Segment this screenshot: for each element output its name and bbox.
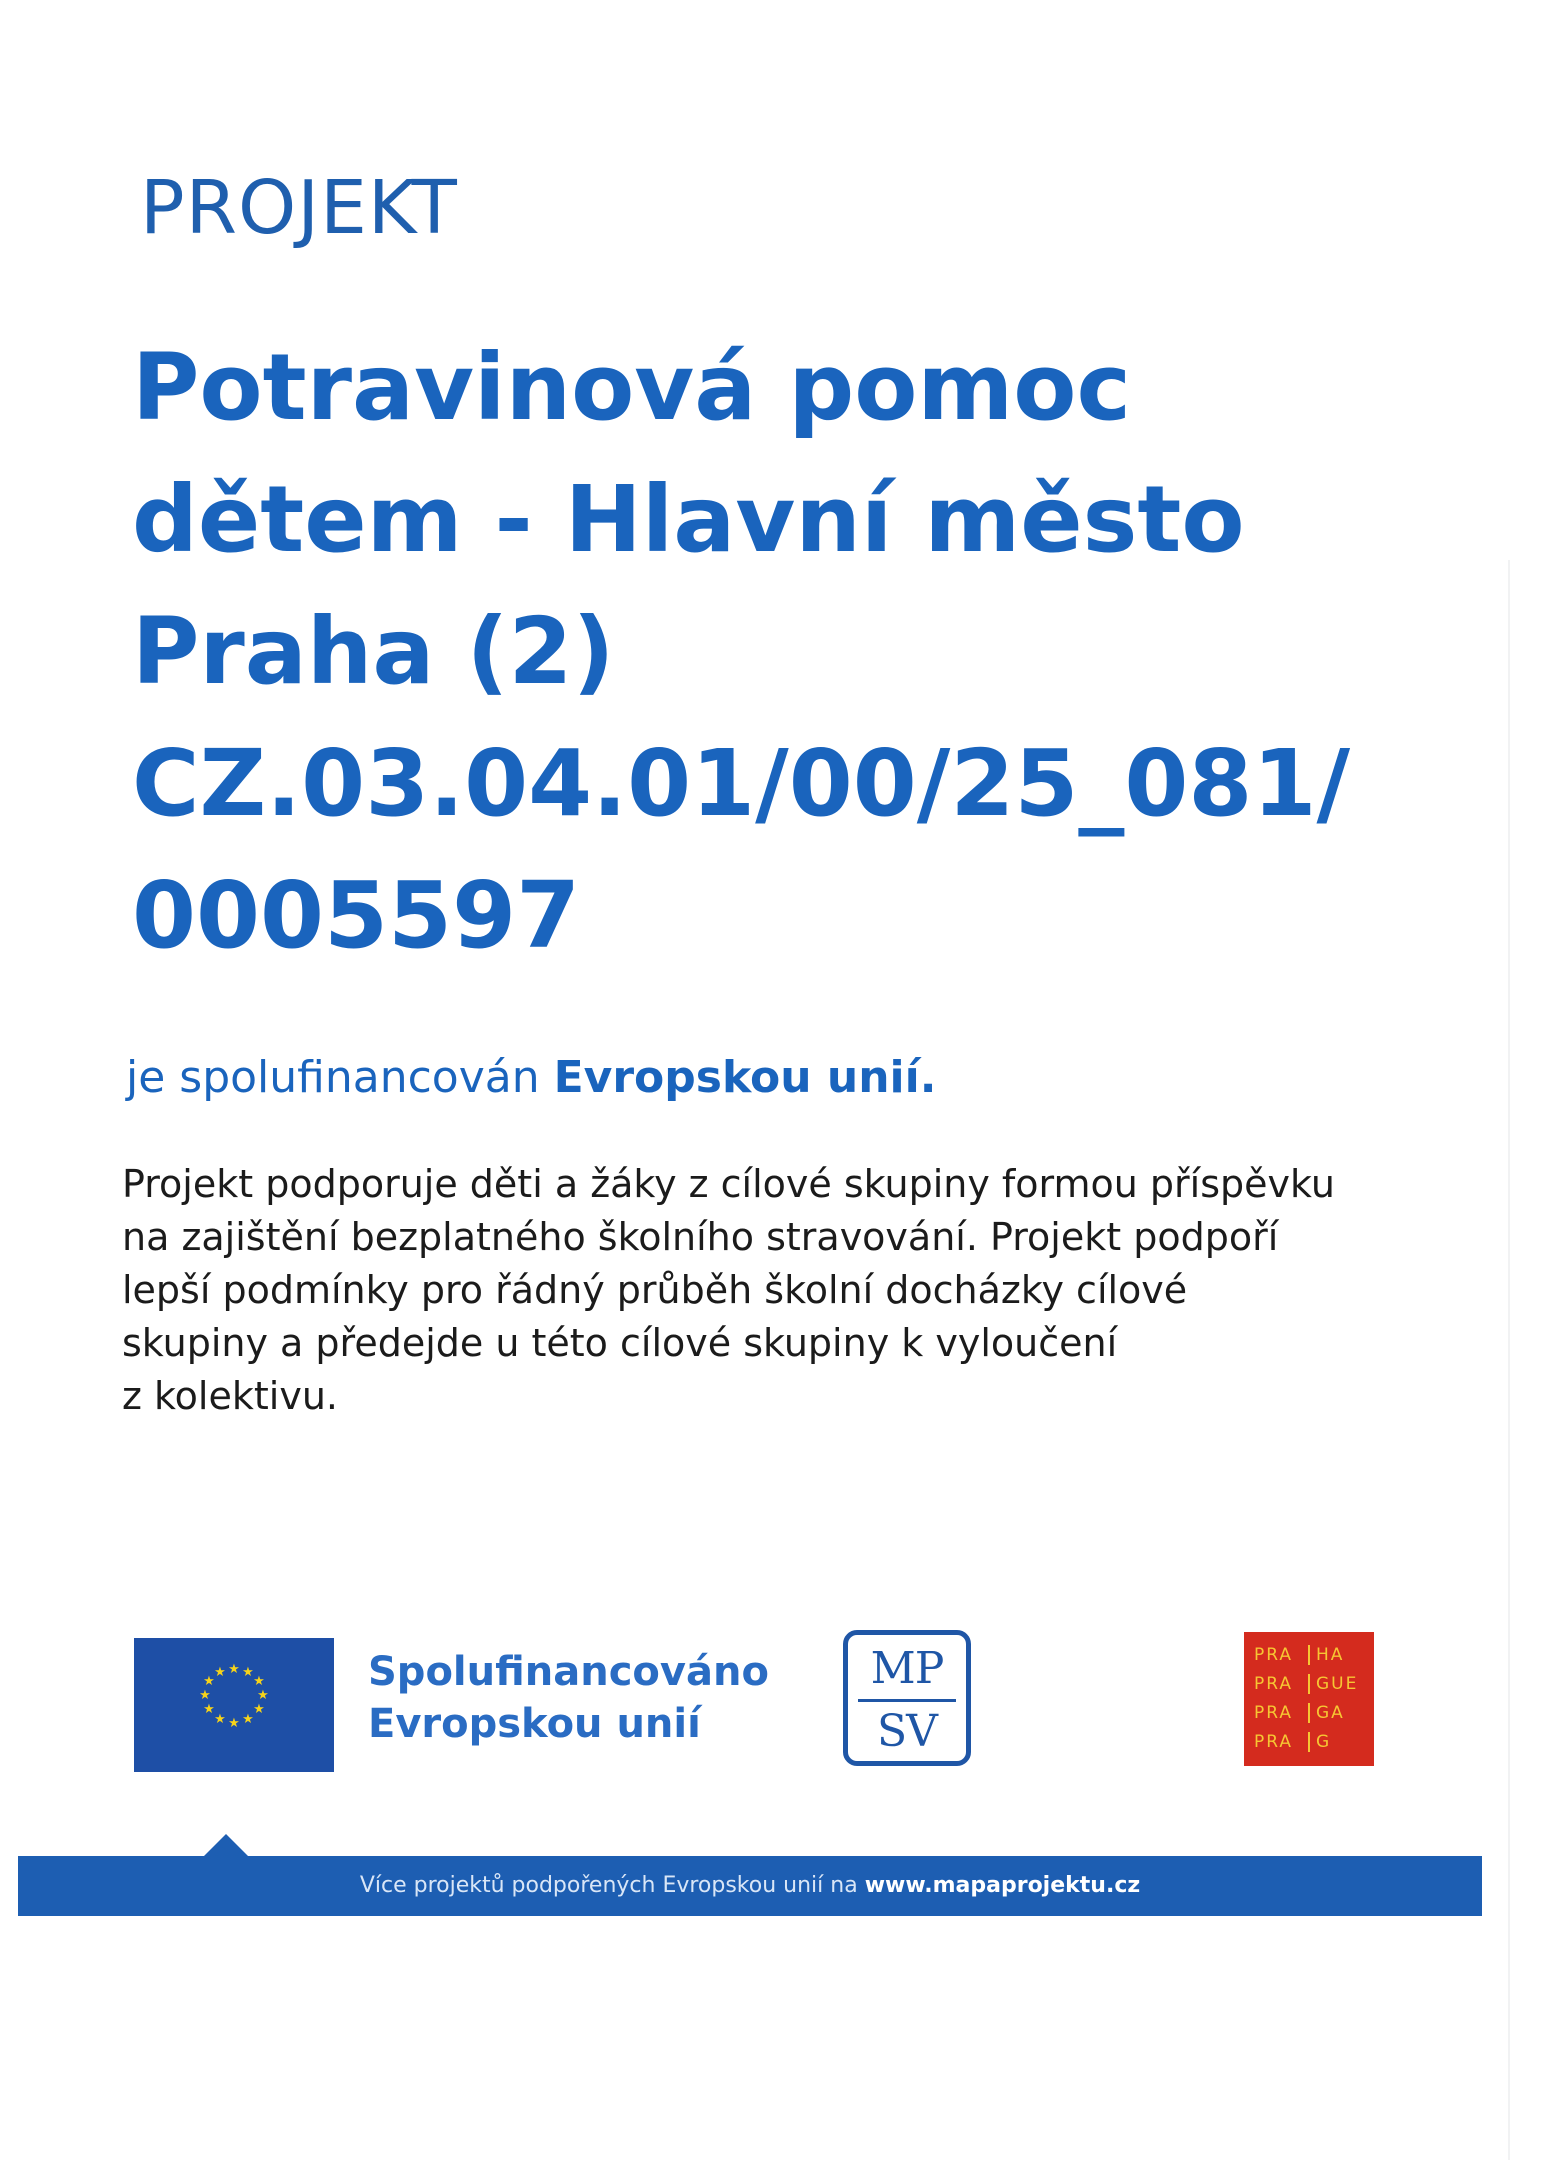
cofinanced-eu: Evropskou unií.	[553, 1052, 937, 1103]
svg-text:★: ★	[257, 1688, 269, 1703]
praha-logo-row	[1254, 1640, 1374, 1669]
svg-text:★: ★	[228, 1716, 240, 1731]
svg-text:★: ★	[242, 1712, 254, 1727]
praha-logo-left: PRA	[1254, 1703, 1310, 1723]
logo-strip	[0, 1630, 1541, 1780]
description-line: lepší podmínky pro řádný průběh školní docházky cílové	[122, 1268, 1188, 1312]
description-line: z kolektivu.	[122, 1374, 338, 1418]
praha-logo-left: PRA	[1254, 1732, 1310, 1752]
praha-logo-right: GUE	[1316, 1673, 1359, 1694]
footer-label: Více projektů podpořených Evropskou unií na	[359, 1873, 865, 1898]
mpsv-logo	[843, 1630, 971, 1766]
project-description	[122, 1158, 1422, 1423]
footer-text	[18, 1856, 1482, 1916]
svg-text:★: ★	[242, 1665, 254, 1680]
footer-notch	[202, 1834, 250, 1858]
praha-logo-right: G	[1316, 1731, 1332, 1752]
cofinanced-prefix: je spolufinancován	[126, 1052, 554, 1103]
svg-text:★: ★	[228, 1662, 240, 1677]
mpsv-logo-bottom: SV	[877, 1706, 937, 1757]
svg-text:★: ★	[253, 1702, 265, 1717]
project-kicker: PROJEKT	[140, 165, 458, 251]
svg-text:★: ★	[214, 1665, 226, 1680]
project-title-line: dětem - Hlavní město	[132, 466, 1245, 573]
svg-text:★: ★	[203, 1702, 215, 1717]
cofinanced-statement	[126, 1052, 936, 1103]
svg-text:★: ★	[199, 1688, 211, 1703]
project-title-line: Praha (2)	[132, 598, 615, 705]
svg-text:★: ★	[214, 1712, 226, 1727]
svg-text:★: ★	[253, 1674, 265, 1689]
eu-cofinanced-label	[368, 1646, 769, 1750]
praha-logo-left: PRA	[1254, 1645, 1310, 1665]
description-line: Projekt podporuje děti a žáky z cílové skupiny formou příspěvku	[122, 1162, 1335, 1206]
eu-flag-icon	[134, 1638, 334, 1772]
praha-logo-row	[1254, 1727, 1374, 1756]
praha-logo-right: GA	[1316, 1702, 1345, 1723]
praha-logo-row	[1254, 1698, 1374, 1727]
footer-link[interactable]: www.mapaprojektu.cz	[864, 1873, 1141, 1898]
praha-logo-right: HA	[1316, 1644, 1345, 1665]
svg-text:★: ★	[203, 1674, 215, 1689]
description-line: skupiny a předejde u této cílové skupiny k vyloučení	[122, 1321, 1118, 1365]
praha-logo-left: PRA	[1254, 1674, 1310, 1694]
project-registration-number: CZ.03.04.01/00/25_081/	[132, 730, 1351, 837]
page-edge-shadow	[1508, 560, 1510, 2160]
project-title	[132, 322, 1462, 982]
eu-cofinanced-line: Spolufinancováno	[368, 1649, 769, 1695]
praha-logo-row	[1254, 1669, 1374, 1698]
praha-logo	[1244, 1632, 1374, 1766]
project-registration-number: 0005597	[132, 862, 581, 969]
mpsv-logo-top: MP	[858, 1643, 956, 1702]
eu-cofinanced-line: Evropskou unií	[368, 1701, 701, 1747]
description-line: na zajištění bezplatného školního stravování. Projekt podpoří	[122, 1215, 1279, 1259]
eu-stars	[134, 1638, 334, 1772]
project-title-line: Potravinová pomoc	[132, 334, 1132, 441]
